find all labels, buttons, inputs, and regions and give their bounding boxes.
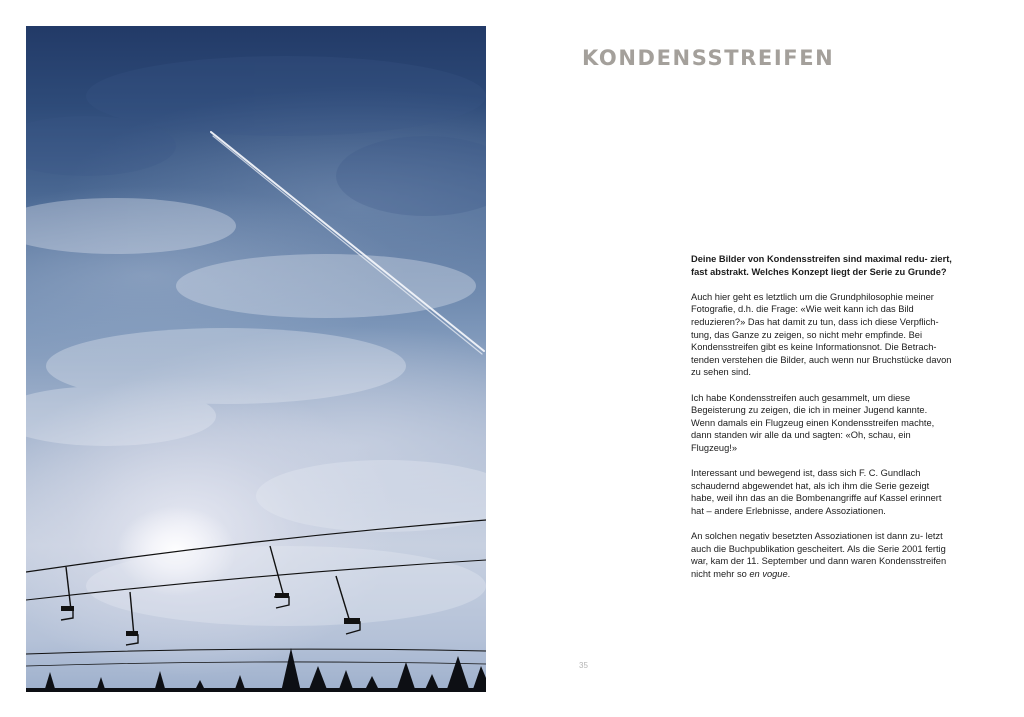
answer-paragraph-4-italic: en vogue: [749, 568, 788, 579]
interview-question: Deine Bilder von Kondensstreifen sind maximal redu- ziert, fast abstrakt. Welches Konzept liegt der Serie zu Grunde?: [691, 254, 952, 277]
page-number: 35: [579, 661, 588, 670]
answer-paragraph-2: Ich habe Kondensstreifen auch gesammelt, um diese Begeisterung zu zeigen, die ich in meiner Jugend kannte. Wenn damals ein Flugzeug einen Kondensstreifen machte, dann standen wir alle da und sagten: «Oh, schau, ein Flugzeug!»: [691, 392, 935, 453]
answer-paragraph-4-main: An solchen negativ besetzten Assoziationen ist dann zu- letzt auch die Buchpublikation gescheitert. Als die Serie 2001 fertig war, kam der 11. September und dann waren Kondensstreifen nicht mehr so: [691, 531, 947, 579]
answer-paragraph-1: Auch hier geht es letztlich um die Grundphilosophie meiner Fotografie, d.h. die Frage: «Wie weit kann ich das Bild reduzieren?» Das hat damit zu tun, dass ich diese Verpflich- tung, das Ganze zu zeigen, so nicht mehr empfinde. Bei Kondensstreifen gibt es keine Informationsnot. Die Betrach- tenden verstehen die Bilder, auch wenn nur Bruchstücke davon zu sehen sind.: [691, 291, 952, 378]
answer-paragraph-4-end: .: [787, 568, 791, 579]
contrail-photo: [26, 26, 486, 692]
interview-text: [691, 253, 953, 593]
answer-paragraph-3: Interessant und bewegend ist, dass sich F. C. Gundlach schaudernd abgewendet hat, als ich ihm die Serie gezeigt habe, weil ihn das an die Bombenangriffe auf Kassel erinnert hat – andere Erlebnisse, andere Assoziationen.: [691, 468, 942, 516]
answer-paragraph-4: [691, 530, 953, 580]
photo-illustration: [26, 26, 486, 692]
treeline: [26, 648, 486, 692]
page-title: KONDENSSTREIFEN: [582, 46, 835, 70]
